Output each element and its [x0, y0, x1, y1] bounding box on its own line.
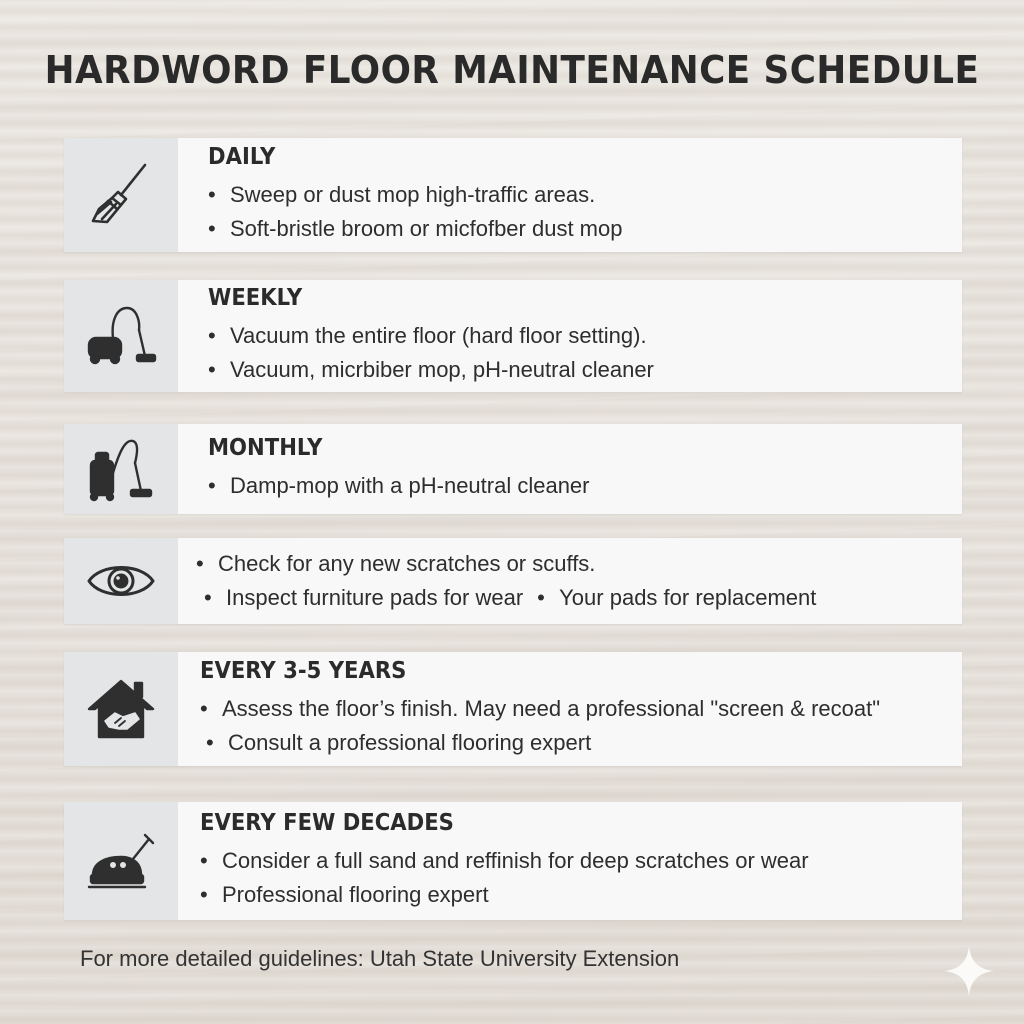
section-daily [64, 138, 962, 252]
icon-panel [64, 138, 178, 252]
list-item: • Professional flooring expert [200, 882, 489, 907]
list-item: • Sweep or dust mop high-traffic areas. [208, 182, 596, 207]
page-title: HARDWORD FLOOR MAINTENANCE SCHEDULE [44, 48, 980, 92]
section-text [178, 138, 962, 252]
list-item: • Consider a full sand and reffinish for deep scratches or wear [200, 848, 809, 873]
section-text [178, 280, 962, 392]
list-item: • Inspect furniture pads for wear • Your pads for replacement [204, 585, 817, 610]
section-text [178, 802, 962, 920]
list-item: • Damp-mop with a pH-neutral cleaner [208, 473, 590, 498]
section-heading: DAILY [208, 144, 276, 170]
section-text [178, 652, 962, 766]
icon-panel [64, 652, 178, 766]
icon-panel [64, 280, 178, 392]
list-item: • Consult a professional flooring expert [206, 730, 592, 755]
section-text [178, 424, 962, 514]
list-item: • Assess the floor’s finish. May need a professional "screen & recoat" [200, 696, 881, 721]
section-weekly [64, 280, 962, 392]
section-every-3-5-years [64, 652, 962, 766]
section-monthly [64, 424, 962, 514]
vacuum-icon [85, 300, 157, 372]
section-heading: WEEKLY [208, 285, 303, 311]
icon-panel [64, 538, 178, 624]
list-item: • Vacuum, micrbiber mop, pH-neutral cleaner [208, 357, 654, 382]
list-item: • Vacuum the entire floor (hard floor setting). [208, 323, 647, 348]
section-text [178, 538, 962, 624]
footer-note: For more detailed guidelines: Utah State University Extension [80, 946, 680, 971]
section-inspection [64, 538, 962, 624]
floor-sander-icon [85, 825, 157, 897]
section-heading: EVERY FEW DECADES [200, 810, 454, 836]
list-item: • Soft-bristle broom or micfofber dust mop [208, 216, 623, 241]
icon-panel [64, 802, 178, 920]
upright-vacuum-icon [85, 433, 157, 505]
section-heading: EVERY 3-5 YEARS [200, 658, 407, 684]
icon-panel [64, 424, 178, 514]
list-item: • Check for any new scratches or scuffs. [196, 551, 596, 576]
section-every-few-decades [64, 802, 962, 920]
house-handshake-icon [85, 673, 157, 745]
broom-icon [85, 159, 157, 231]
eye-icon [85, 545, 157, 617]
sparkle-icon [942, 944, 996, 998]
section-heading: MONTHLY [208, 435, 323, 461]
